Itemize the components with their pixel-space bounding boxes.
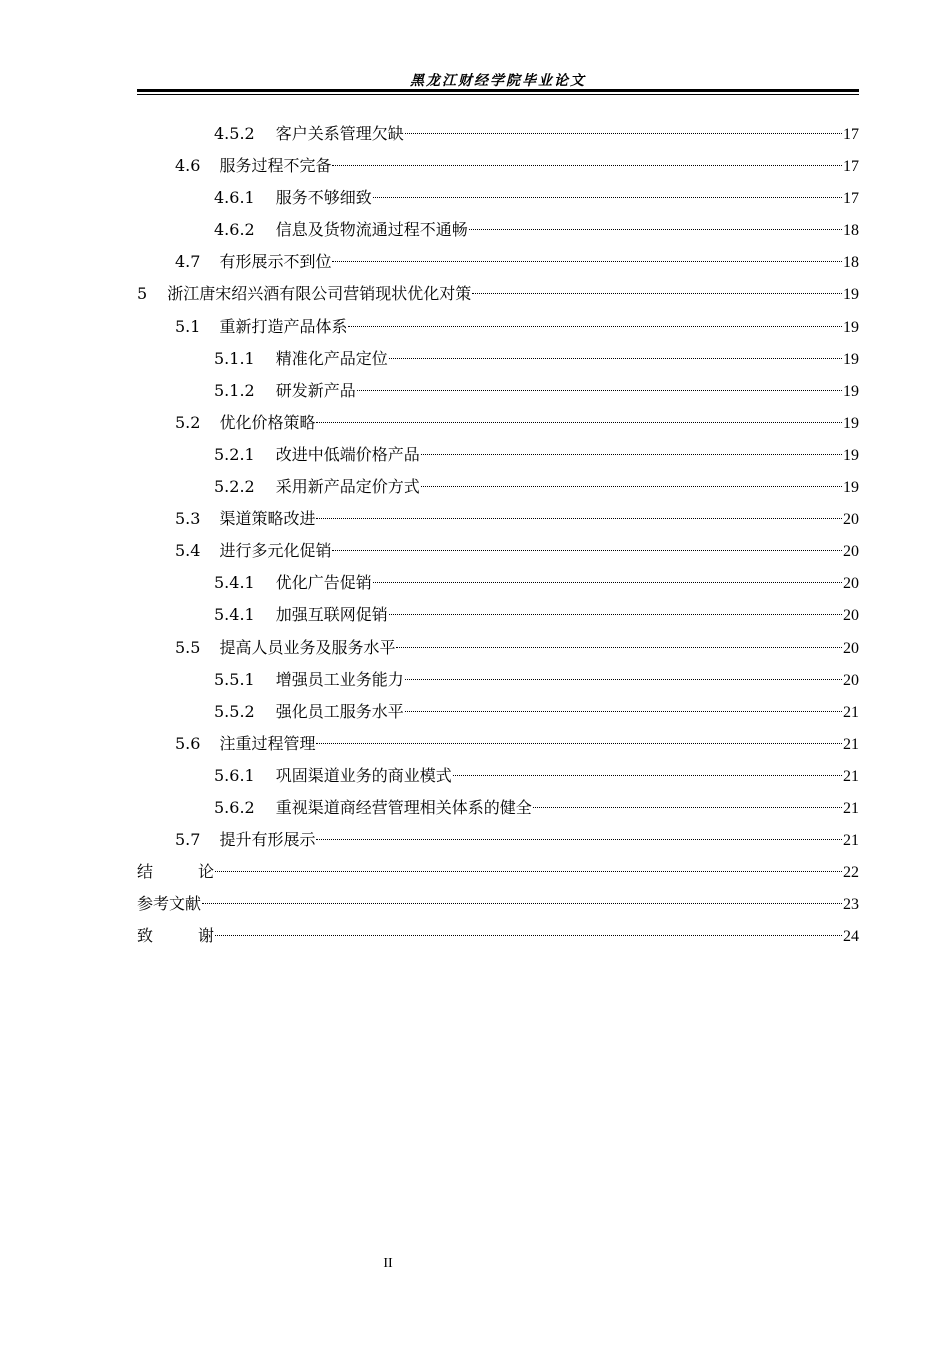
toc-dot-leader: [316, 743, 842, 744]
toc-entry[interactable]: [137, 567, 859, 599]
toc-dot-leader: [533, 807, 842, 808]
toc-entry-title: 提升有形展示: [219, 830, 316, 850]
toc-entry-number: 5.2.1: [214, 444, 255, 464]
toc-entry-page: 20: [843, 671, 859, 689]
toc-entry-number: 4.6.2: [214, 220, 255, 240]
toc-entry[interactable]: [137, 214, 859, 246]
toc-entry[interactable]: [137, 599, 859, 631]
toc-entry-title: 精准化产品定位: [275, 348, 388, 368]
toc-entry-page: 17: [843, 158, 859, 176]
toc-entry-number: 5.6: [175, 733, 201, 753]
toc-dot-leader: [469, 229, 842, 230]
toc-entry-number: 5.7: [175, 830, 201, 850]
toc-entry-title: 进行多元化促销: [219, 541, 332, 561]
toc-entry-number: 5.2.2: [214, 477, 255, 497]
toc-entry[interactable]: [137, 760, 859, 792]
toc-dot-leader: [396, 647, 842, 648]
toc-entry-number: 5.3: [175, 509, 201, 529]
toc-entry-title: 重视渠道商经营管理相关体系的健全: [275, 797, 532, 817]
toc-dot-leader: [332, 261, 842, 262]
toc-entry-number: 5.5.2: [214, 701, 255, 721]
toc-entry-page: 22: [843, 864, 859, 882]
toc-entry[interactable]: [137, 503, 859, 535]
toc-entry-number: 5: [137, 284, 148, 304]
toc-entry-number: 5.2: [175, 412, 201, 432]
toc-entry[interactable]: [137, 824, 859, 856]
toc-entry-title: 注重过程管理: [219, 733, 316, 753]
toc-dot-leader: [472, 293, 842, 294]
toc-entry-title: 采用新产品定价方式: [275, 477, 420, 497]
toc-entry-page: 17: [843, 190, 859, 208]
toc-dot-leader: [215, 935, 842, 936]
toc-entry-number: 5.5: [175, 637, 201, 657]
toc-entry[interactable]: [137, 856, 859, 888]
toc-entry-page: 21: [843, 767, 859, 785]
page-number: II: [383, 1256, 393, 1271]
toc-entry-page: 20: [843, 607, 859, 625]
toc-entry-page: 21: [843, 703, 859, 721]
toc-entry-page: 20: [843, 543, 859, 561]
header-rule-thin: [137, 94, 859, 95]
toc-dot-leader: [332, 165, 842, 166]
toc-entry-title: 有形展示不到位: [219, 252, 332, 272]
toc-dot-leader: [405, 711, 842, 712]
toc-entry-page: 19: [843, 318, 859, 336]
toc-entry-page: 19: [843, 479, 859, 497]
toc-entry-page: 21: [843, 832, 859, 850]
toc-entry-title: 研发新产品: [275, 380, 356, 400]
toc-entry-number: 4.6: [175, 156, 201, 176]
toc-entry-title: 改进中低端价格产品: [275, 444, 420, 464]
toc-entry-title: 服务过程不完备: [219, 156, 332, 176]
toc-entry-title: 提高人员业务及服务水平: [219, 637, 396, 657]
toc-dot-leader: [421, 486, 842, 487]
header-rule-thick: [137, 89, 859, 92]
toc-entry-title: 信息及货物流通过程不通畅: [275, 220, 468, 240]
toc-entry[interactable]: [137, 278, 859, 310]
toc-dot-leader: [373, 197, 842, 198]
toc-dot-leader: [405, 679, 842, 680]
toc-entry-title: 优化价格策略: [219, 412, 316, 432]
toc-entry-title: 服务不够细致: [275, 188, 372, 208]
toc-dot-leader: [316, 839, 842, 840]
toc-entry-page: 18: [843, 254, 859, 272]
toc-entry[interactable]: [137, 343, 859, 375]
toc-entry-page: 19: [843, 350, 859, 368]
toc-entry-number: 5.5.1: [214, 669, 255, 689]
toc-entry-number: 5.4.1: [214, 573, 255, 593]
toc-dot-leader: [421, 454, 842, 455]
toc-entry-title: 优化广告促销: [275, 573, 372, 593]
toc-entry[interactable]: [137, 375, 859, 407]
toc-entry-page: 24: [843, 928, 859, 946]
toc-entry-title: 参考文献: [137, 894, 202, 914]
toc-entry-page: 19: [843, 414, 859, 432]
toc-entry-number: 4.6.1: [214, 188, 255, 208]
toc-dot-leader: [215, 871, 842, 872]
toc-entry[interactable]: [137, 407, 859, 439]
toc-entry-number: 5.6.2: [214, 797, 255, 817]
toc-entry-number: 5.1.2: [214, 380, 255, 400]
toc-entry-page: 20: [843, 511, 859, 529]
toc-entry-page: 19: [843, 286, 859, 304]
toc-entry-page: 17: [843, 126, 859, 143]
toc-entry-title: 重新打造产品体系: [219, 316, 348, 336]
toc-entry-title: 渠道策略改进: [219, 509, 316, 529]
toc-entry-page: 18: [843, 222, 859, 240]
toc-entry-page: 21: [843, 799, 859, 817]
toc-entry-title: 巩固渠道业务的商业模式: [275, 765, 452, 785]
toc-entry-page: 20: [843, 575, 859, 593]
toc-entry[interactable]: [137, 664, 859, 696]
toc-dot-leader: [389, 614, 842, 615]
toc-entry[interactable]: [137, 150, 859, 182]
toc-dot-leader: [316, 422, 842, 423]
toc-entry-number: 5.1.1: [214, 348, 255, 368]
toc-entry[interactable]: [137, 471, 859, 503]
toc-entry-number: 5.4: [175, 541, 201, 561]
toc-entry[interactable]: [137, 311, 859, 343]
toc-dot-leader: [453, 775, 842, 776]
toc-entry[interactable]: [137, 246, 859, 278]
toc-entry[interactable]: [137, 888, 859, 920]
toc-entry[interactable]: [137, 696, 859, 728]
toc-entry-title: 强化员工服务水平: [275, 701, 404, 721]
table-of-contents: [137, 118, 859, 952]
toc-entry-page: 20: [843, 639, 859, 657]
toc-dot-leader: [405, 133, 842, 134]
toc-entry[interactable]: [137, 535, 859, 567]
toc-entry[interactable]: [137, 792, 859, 824]
toc-entry-title: 浙江唐宋绍兴酒有限公司营销现状优化对策: [167, 284, 472, 304]
toc-dot-leader: [389, 358, 842, 359]
toc-entry-number: 4.5.2: [214, 124, 255, 143]
toc-entry-number: 5.1: [175, 316, 201, 336]
toc-entry-title: 结论: [137, 862, 214, 882]
toc-entry-title: 致谢: [137, 926, 214, 946]
toc-entry[interactable]: [137, 118, 859, 150]
toc-dot-leader: [332, 550, 842, 551]
toc-entry-page: 19: [843, 382, 859, 400]
toc-entry-number: 5.4.1: [214, 605, 255, 625]
toc-entry-number: 4.7: [175, 252, 201, 272]
toc-entry-title: 加强互联网促销: [275, 605, 388, 625]
toc-dot-leader: [316, 518, 842, 519]
toc-dot-leader: [348, 326, 842, 327]
toc-entry-page: 21: [843, 735, 859, 753]
toc-entry-number: 5.6.1: [214, 765, 255, 785]
toc-dot-leader: [357, 390, 842, 391]
toc-entry-title: 客户关系管理欠缺: [275, 124, 404, 143]
toc-dot-leader: [202, 903, 842, 904]
toc-entry[interactable]: [137, 439, 859, 471]
toc-entry[interactable]: [137, 182, 859, 214]
toc-entry[interactable]: [137, 920, 859, 952]
toc-entry[interactable]: [137, 632, 859, 664]
toc-entry-title: 增强员工业务能力: [275, 669, 404, 689]
toc-entry[interactable]: [137, 728, 859, 760]
toc-entry-page: 23: [843, 896, 859, 914]
toc-dot-leader: [373, 582, 842, 583]
running-header-title: 黑龙江财经学院毕业论文: [410, 73, 586, 89]
toc-entry-page: 19: [843, 446, 859, 464]
